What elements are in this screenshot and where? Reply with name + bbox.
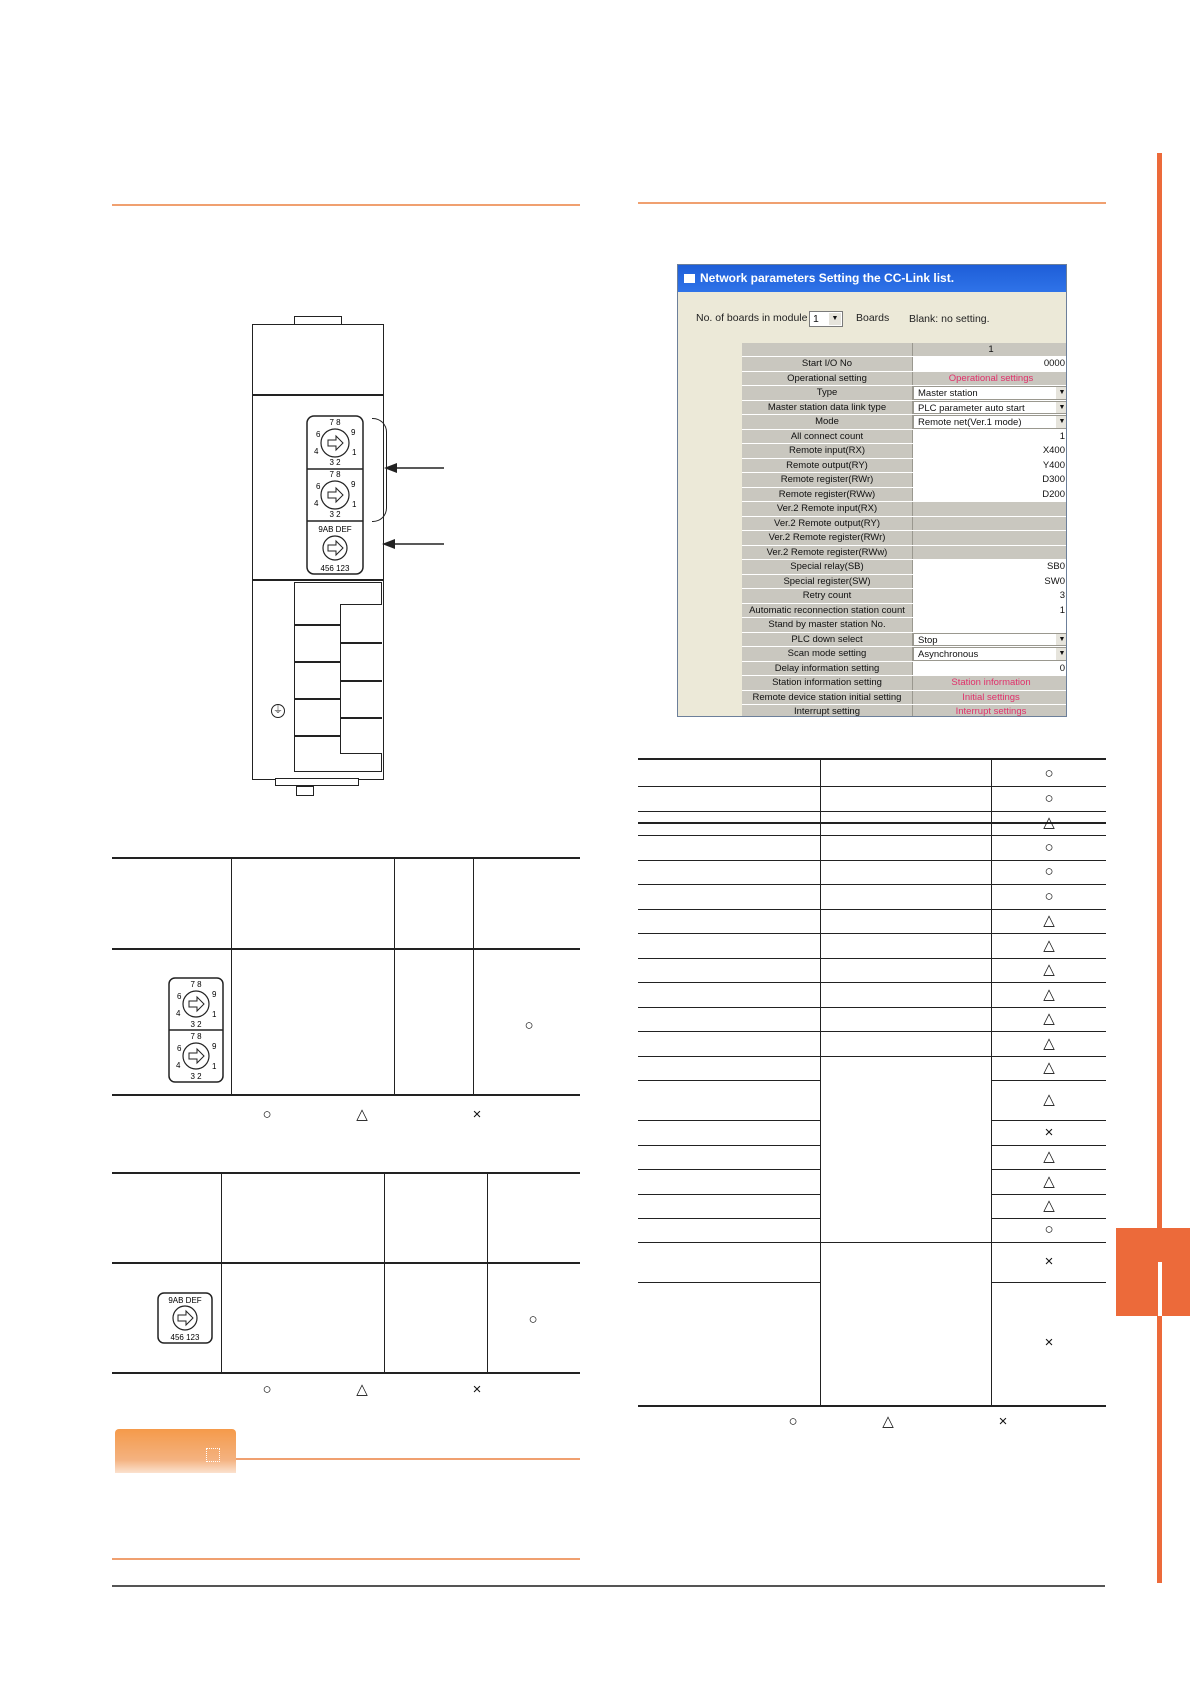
svg-text:7 8: 7 8 <box>190 1032 202 1041</box>
svg-text:456 123: 456 123 <box>170 1333 200 1342</box>
table3-row-rule <box>638 1007 1106 1008</box>
compat-mark: × <box>1044 1124 1054 1141</box>
table3-row-rule <box>638 1194 820 1195</box>
grid-row-select[interactable] <box>913 633 1067 647</box>
compat-mark: ○ <box>1044 765 1054 782</box>
chapter-tab-notch <box>1158 1262 1162 1316</box>
grid-row-label: Delay information setting <box>742 662 913 676</box>
arrow-speed-switch <box>382 536 444 552</box>
grid-row-value-text: X400 <box>1042 445 1065 456</box>
chevron-down-icon: ▼ <box>1056 648 1067 660</box>
compat-mark: △ <box>1043 1091 1055 1108</box>
grid-row-label: Special register(SW) <box>742 575 913 589</box>
svg-text:6: 6 <box>316 430 321 439</box>
svg-text:4: 4 <box>176 1061 181 1070</box>
grid-row-label: Ver.2 Remote output(RY) <box>742 517 913 531</box>
compat-mark: △ <box>1043 1059 1055 1076</box>
legend-cross: × <box>472 1106 482 1123</box>
terminal-line <box>294 735 340 737</box>
svg-text:6: 6 <box>177 992 182 1001</box>
module-rotary-switches <box>306 415 364 575</box>
grid-row-label: Remote register(RWw) <box>742 488 913 502</box>
svg-text:9: 9 <box>351 428 356 437</box>
grid-row-label: PLC down select <box>742 633 913 647</box>
point-corner-mark <box>206 1448 220 1462</box>
legend-triangle: △ <box>356 1106 368 1123</box>
table2-header-rule <box>112 1262 580 1264</box>
grid-row-value <box>913 546 1067 560</box>
compat-mark: △ <box>1043 1173 1055 1190</box>
legend-circle: ○ <box>262 1381 272 1398</box>
svg-text:9: 9 <box>212 1042 217 1051</box>
grid-row <box>742 430 1067 445</box>
terminal-line <box>340 717 382 719</box>
grid-header-corner <box>742 343 913 356</box>
boards-label: No. of boards in module <box>696 312 808 324</box>
table3-row-rule <box>991 1282 1106 1283</box>
chevron-down-icon: ▼ <box>1056 416 1067 428</box>
svg-text:456 123: 456 123 <box>320 564 350 573</box>
svg-text:3 2: 3 2 <box>190 1072 202 1081</box>
grid-row-label: Station information setting <box>742 676 913 690</box>
point-rule-bottom <box>112 1558 580 1560</box>
grid-row-value[interactable] <box>913 560 1067 574</box>
module-divider-lower <box>252 579 384 581</box>
legend-cross: × <box>472 1381 482 1398</box>
window-icon <box>684 274 695 283</box>
grid-row-value-text: 1 <box>1059 604 1065 616</box>
grid-row-label: Special relay(SB) <box>742 560 913 574</box>
grid-header <box>742 343 1067 357</box>
grid-row <box>742 691 1067 706</box>
grid-row-value-text: Initial settings <box>962 691 1020 703</box>
svg-text:9AB DEF: 9AB DEF <box>168 1296 202 1305</box>
grid-row <box>742 401 1067 416</box>
grid-row-value-text: 0000 <box>1043 358 1065 369</box>
table3-top-rule <box>638 758 1106 760</box>
grid-row <box>742 575 1067 590</box>
table3-row-rule <box>638 958 1106 959</box>
grid-row-label: Automatic reconnection station count <box>742 604 913 618</box>
grid-row <box>742 386 1067 401</box>
table3-row-rule <box>638 1242 1106 1243</box>
grid-row-value-text: Remote net(Ver.1 mode) <box>918 417 1022 428</box>
svg-text:1: 1 <box>352 448 357 457</box>
grid-row-label: Remote output(RY) <box>742 459 913 473</box>
svg-text:4: 4 <box>314 447 319 456</box>
grid-row <box>742 618 1067 633</box>
grid-row-value[interactable] <box>913 604 1067 618</box>
svg-text:6: 6 <box>316 482 321 491</box>
table3-row-rule <box>638 1145 820 1146</box>
grid-row-select[interactable] <box>913 401 1067 415</box>
arrow-station-switch <box>384 460 444 476</box>
grid-row-button[interactable] <box>913 691 1067 705</box>
grid-row-value-text: Stop <box>918 634 938 646</box>
grid-row <box>742 705 1067 717</box>
compat-mark: △ <box>1043 1148 1055 1165</box>
grid-row <box>742 633 1067 648</box>
grid-row-value[interactable] <box>913 430 1067 444</box>
svg-text:3 2: 3 2 <box>329 458 341 467</box>
table3-row-rule <box>638 1056 1106 1057</box>
grid-row-label: Interrupt setting <box>742 705 913 717</box>
grid-row-value-text: Operational settings <box>948 372 1034 384</box>
table1-header-rule <box>112 948 580 950</box>
table1-top-rule <box>112 857 580 859</box>
svg-text:4: 4 <box>314 499 319 508</box>
grid-row-select[interactable] <box>913 647 1067 661</box>
boards-unit: Boards <box>856 312 890 324</box>
table2-col-divider <box>221 1172 222 1374</box>
svg-text:7 8: 7 8 <box>329 470 341 479</box>
svg-text:7 8: 7 8 <box>190 980 202 989</box>
grid-row-value <box>913 502 1067 516</box>
compat-mark: ○ <box>524 1017 534 1034</box>
grid-row <box>742 459 1067 474</box>
grid-row <box>742 372 1067 387</box>
grid-row-label: Retry count <box>742 589 913 603</box>
svg-text:1: 1 <box>352 500 357 509</box>
terminal-block-inner <box>340 604 382 754</box>
terminal-line <box>294 698 340 700</box>
module-bottom-tab <box>275 778 359 786</box>
table3-row-rule <box>991 1080 1106 1081</box>
grid-row-value-text: 1 <box>1059 430 1065 442</box>
table3-bottom-rule <box>638 1405 1106 1407</box>
table3-row-rule <box>638 1218 820 1219</box>
compat-mark: × <box>1044 1334 1054 1351</box>
window-title: Network parameters Setting the CC-Link list. <box>700 271 955 285</box>
grid-row <box>742 546 1067 561</box>
right-section-rule <box>638 202 1106 204</box>
compat-mark: △ <box>1043 961 1055 978</box>
grid-row-label: Remote input(RX) <box>742 444 913 458</box>
svg-text:7 8: 7 8 <box>329 418 341 427</box>
grid-row-value[interactable] <box>913 357 1067 371</box>
grid-row-value-text: PLC parameter auto start <box>918 402 1025 414</box>
grid-row-label: Operational setting <box>742 372 913 386</box>
table2-bottom-rule <box>112 1372 580 1374</box>
svg-text:9: 9 <box>351 480 356 489</box>
module-divider-upper <box>252 394 384 396</box>
table3-row-rule <box>638 1282 820 1283</box>
grid-row-label: Mode <box>742 415 913 429</box>
compat-mark: ○ <box>1044 839 1054 856</box>
grid-row-button[interactable] <box>913 676 1067 690</box>
compat-mark: △ <box>1043 912 1055 929</box>
compat-mark: ○ <box>1044 1221 1054 1238</box>
chevron-down-icon: ▼ <box>829 313 841 325</box>
grid-row-label: Start I/O No <box>742 357 913 371</box>
table2-col-divider <box>384 1172 385 1374</box>
compat-mark: ○ <box>1044 888 1054 905</box>
grid-row <box>742 604 1067 619</box>
svg-text:3 2: 3 2 <box>329 510 341 519</box>
table1-col-divider <box>473 857 474 1095</box>
network-parameters-window <box>677 264 1067 717</box>
left-section-rule <box>112 204 580 206</box>
table2-top-rule <box>112 1172 580 1174</box>
grid-row-value-text: SW0 <box>1044 575 1065 587</box>
grid-row-value <box>913 517 1067 531</box>
transmission-speed-switch-icon <box>318 525 351 573</box>
legend-cross: × <box>998 1413 1008 1430</box>
terminal-line <box>294 624 340 626</box>
grid-row <box>742 488 1067 503</box>
legend-circle: ○ <box>788 1413 798 1430</box>
legend-triangle: △ <box>356 1381 368 1398</box>
grid-row-label: Remote register(RWr) <box>742 473 913 487</box>
grid-row-button[interactable] <box>913 372 1067 386</box>
table3-row-rule <box>638 811 1106 812</box>
compat-mark: ○ <box>528 1311 538 1328</box>
svg-text:3 2: 3 2 <box>190 1020 202 1029</box>
svg-text:4: 4 <box>176 1009 181 1018</box>
grid-row <box>742 517 1067 532</box>
compat-mark: △ <box>1043 1010 1055 1027</box>
table1-col-divider <box>394 857 395 1095</box>
grid-row <box>742 357 1067 372</box>
chevron-down-icon: ▼ <box>1056 402 1067 414</box>
table3-row-rule <box>991 1194 1106 1195</box>
table3-row-rule <box>638 1031 1106 1032</box>
grid-row-value-text: D200 <box>1042 488 1065 500</box>
grid-row <box>742 531 1067 546</box>
grid-row-label: Master station data link type <box>742 401 913 415</box>
compat-mark: △ <box>1043 1197 1055 1214</box>
grid-row-value-text: Interrupt settings <box>955 706 1027 717</box>
grid-row-value-text: 0 <box>1059 662 1065 674</box>
grid-row-label: Stand by master station No. <box>742 618 913 632</box>
grid-row-button[interactable] <box>913 705 1067 717</box>
window-title-bar <box>678 265 1066 292</box>
grid-row-label: Ver.2 Remote register(RWr) <box>742 531 913 545</box>
compat-mark: △ <box>1043 1035 1055 1052</box>
point-rule-top <box>236 1458 580 1460</box>
compat-mark: △ <box>1043 814 1055 831</box>
terminal-line <box>340 680 382 682</box>
speed-switch-icon <box>157 1292 213 1344</box>
table3-row-rule <box>991 1120 1106 1121</box>
table3-header-rule <box>638 822 1106 824</box>
grid-row-label: Remote device station initial setting <box>742 691 913 705</box>
module-bottom-pin <box>296 786 314 796</box>
grid-row-value-text: 3 <box>1059 590 1065 601</box>
boards-select-value: 1 <box>813 313 819 325</box>
grid-row-value[interactable] <box>913 575 1067 589</box>
grid-row-select[interactable] <box>913 386 1067 400</box>
table3-col-divider <box>991 758 992 1406</box>
grid-row-value-text: Asynchronous <box>918 649 979 660</box>
chevron-down-icon: ▼ <box>1056 387 1067 399</box>
grid-header-col: 1 <box>913 343 1067 356</box>
grid-row-value[interactable] <box>913 473 1067 487</box>
grid-row-value-text: SB0 <box>1047 561 1065 572</box>
grid-row-label: Type <box>742 386 913 400</box>
grid-row-value-text: Y400 <box>1042 459 1065 471</box>
compat-mark: △ <box>1043 937 1055 954</box>
chapter-tab <box>1116 1228 1190 1316</box>
table3-col-divider <box>820 758 821 1406</box>
ground-icon: ⏚ <box>273 705 283 716</box>
page-footer-rule <box>112 1585 1105 1587</box>
terminal-line <box>294 661 340 663</box>
svg-text:9AB DEF: 9AB DEF <box>318 525 352 534</box>
table3-row-rule <box>991 1218 1106 1219</box>
legend-circle: ○ <box>262 1106 272 1123</box>
grid-row <box>742 560 1067 575</box>
boards-select[interactable] <box>809 311 843 327</box>
table1-col-divider <box>231 857 232 1095</box>
table3-row-rule <box>638 933 1106 934</box>
svg-text:6: 6 <box>177 1044 182 1053</box>
grid-row <box>742 676 1067 691</box>
table3-row-rule <box>638 860 1106 861</box>
grid-row-label: Ver.2 Remote input(RX) <box>742 502 913 516</box>
table3-row-rule <box>638 786 1106 787</box>
grid-row-value-text: Master station <box>918 388 978 399</box>
grid-row-value[interactable] <box>913 459 1067 473</box>
grid-row <box>742 502 1067 517</box>
grid-row <box>742 415 1067 430</box>
chevron-down-icon: ▼ <box>1056 634 1067 646</box>
terminal-line <box>340 642 382 644</box>
grid-row <box>742 662 1067 677</box>
table3-row-rule <box>638 982 1106 983</box>
grid-row-label: All connect count <box>742 430 913 444</box>
compat-mark: × <box>1044 1253 1054 1270</box>
table3-row-rule <box>638 1169 820 1170</box>
station-switch-pair-icon <box>168 977 224 1083</box>
table3-row-rule <box>991 1169 1106 1170</box>
grid-row-value <box>913 531 1067 545</box>
grid-row-label: Ver.2 Remote register(RWw) <box>742 546 913 560</box>
legend-triangle: △ <box>882 1413 894 1430</box>
table3-row-rule <box>638 1080 820 1081</box>
cc-link-settings-grid <box>742 343 1067 717</box>
grid-row-value[interactable] <box>913 488 1067 502</box>
grid-row-value-text: Station information <box>951 677 1031 688</box>
compat-mark: ○ <box>1044 863 1054 880</box>
grid-row-value[interactable] <box>913 444 1067 458</box>
grid-row-label: Scan mode setting <box>742 647 913 661</box>
grid-row <box>742 589 1067 604</box>
grid-row <box>742 647 1067 662</box>
grid-row-value[interactable] <box>913 662 1067 676</box>
grid-row-value[interactable] <box>913 589 1067 603</box>
grid-row <box>742 444 1067 459</box>
table3-row-rule <box>638 884 1106 885</box>
table3-row-rule <box>638 835 1106 836</box>
grid-row-value-text: D300 <box>1042 474 1065 485</box>
grid-row-value[interactable] <box>913 618 1067 632</box>
table2-col-divider <box>487 1172 488 1374</box>
svg-text:1: 1 <box>212 1062 217 1071</box>
compat-mark: ○ <box>1044 790 1054 807</box>
compat-mark: △ <box>1043 986 1055 1003</box>
svg-text:9: 9 <box>212 990 217 999</box>
table3-row-rule <box>991 1145 1106 1146</box>
grid-row <box>742 473 1067 488</box>
table3-row-rule <box>638 909 1106 910</box>
grid-row-select[interactable] <box>913 415 1067 429</box>
blank-note: Blank: no setting. <box>909 313 990 325</box>
svg-text:1: 1 <box>212 1010 217 1019</box>
chapter-side-bar <box>1157 153 1162 1583</box>
table3-row-rule <box>638 1120 820 1121</box>
table1-bottom-rule <box>112 1094 580 1096</box>
